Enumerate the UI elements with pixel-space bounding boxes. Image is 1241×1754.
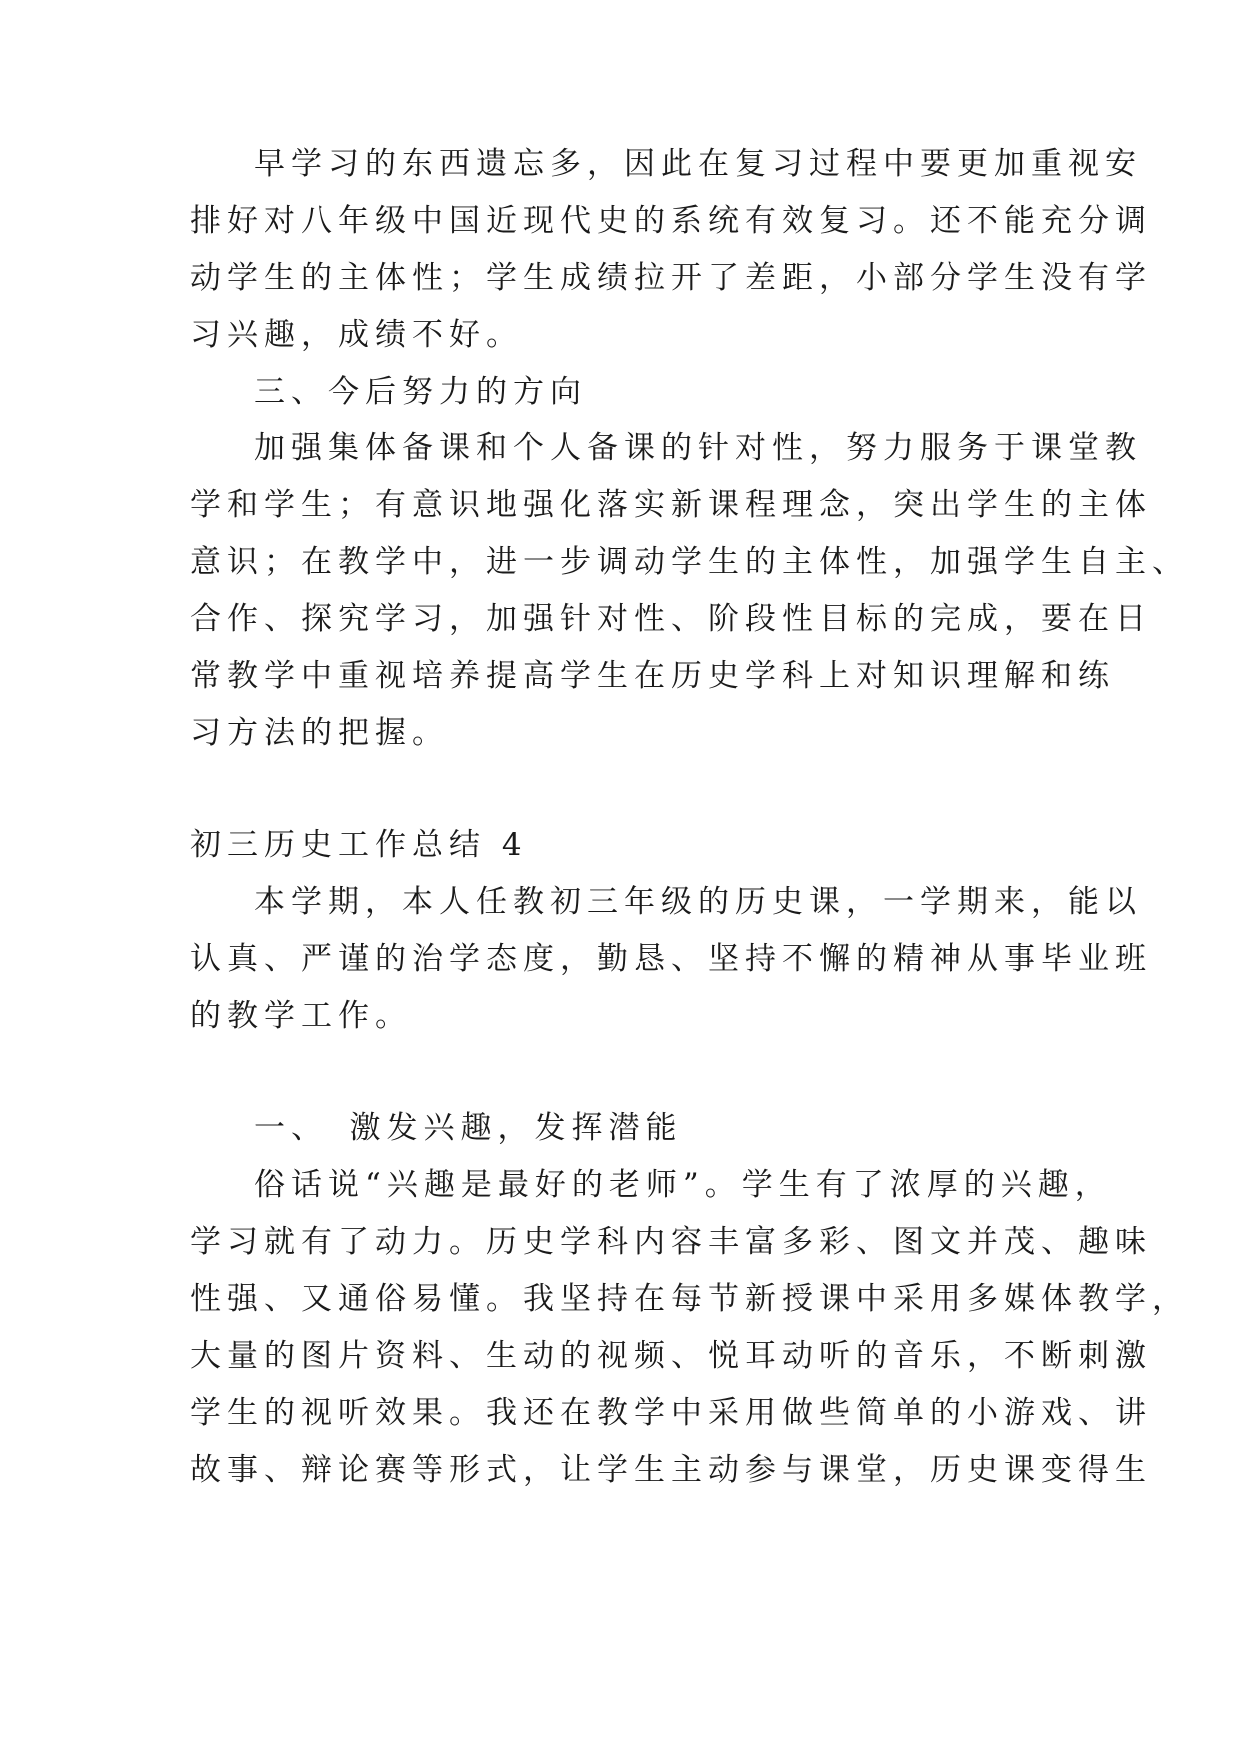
paragraph-line: 意识；在教学中，进一步调动学生的主体性，加强学生自主、 bbox=[190, 544, 1189, 580]
paragraph-intro bbox=[190, 874, 1152, 1045]
paragraph-line: 的教学工作。 bbox=[190, 998, 412, 1034]
paragraph-line: 加强集体备课和个人备课的针对性，努力服务于课堂教 bbox=[254, 430, 1142, 466]
paragraph-line: 故事、辩论赛等形式，让学生主动参与课堂，历史课变得生 bbox=[190, 1452, 1152, 1488]
paragraph-line: 习兴趣，成绩不好。 bbox=[190, 317, 523, 353]
paragraph-line: 排好对八年级中国近现代史的系统有效复习。还不能充分调 bbox=[190, 203, 1152, 239]
paragraph-interest bbox=[190, 1157, 1189, 1499]
paragraph-line: 认真、严谨的治学态度，勤恳、坚持不懈的精神从事毕业班 bbox=[190, 941, 1152, 977]
paragraph-line: 学生的视听效果。我还在教学中采用做些简单的小游戏、讲 bbox=[190, 1395, 1152, 1431]
paragraph-efforts bbox=[190, 420, 1189, 762]
section-heading-interest: 一、 激发兴趣，发挥潜能 bbox=[254, 1110, 683, 1146]
paragraph-line: 本学期，本人任教初三年级的历史课，一学期来，能以 bbox=[254, 884, 1142, 920]
paragraph-line: 习方法的把握。 bbox=[190, 715, 449, 751]
paragraph-line: 学和学生；有意识地强化落实新课程理念，突出学生的主体 bbox=[190, 487, 1152, 523]
paragraph-line: 大量的图片资料、生动的视频、悦耳动听的音乐，不断刺激 bbox=[190, 1338, 1152, 1374]
paragraph-line: 常教学中重视培养提高学生在历史学科上对知识理解和练 bbox=[190, 658, 1115, 694]
paragraph-line: 俗话说“兴趣是最好的老师”。学生有了浓厚的兴趣， bbox=[254, 1167, 1112, 1203]
paragraph-line: 合作、探究学习，加强针对性、阶段性目标的完成，要在日 bbox=[190, 601, 1152, 637]
document-title: 初三历史工作总结 4 bbox=[190, 827, 528, 863]
paragraph-review bbox=[190, 136, 1152, 364]
paragraph-line: 性强、又通俗易懂。我坚持在每节新授课中采用多媒体教学， bbox=[190, 1281, 1189, 1317]
section-heading-future-direction: 三、今后努力的方向 bbox=[254, 374, 587, 410]
paragraph-line: 学习就有了动力。历史学科内容丰富多彩、图文并茂、趣味 bbox=[190, 1224, 1152, 1260]
paragraph-line: 动学生的主体性；学生成绩拉开了差距，小部分学生没有学 bbox=[190, 260, 1152, 296]
paragraph-line: 早学习的东西遗忘多，因此在复习过程中要更加重视安 bbox=[254, 146, 1142, 182]
